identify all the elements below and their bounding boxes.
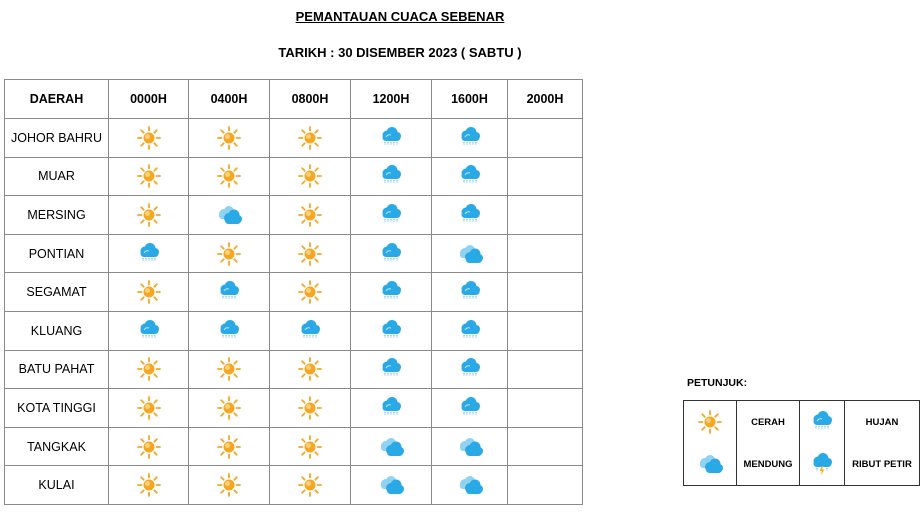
rain-icon: [378, 163, 404, 189]
weather-cell: [109, 311, 189, 350]
rain-icon: [457, 125, 483, 151]
table-row: [5, 350, 583, 389]
weather-cell: [351, 196, 432, 235]
header-1600h: 1600H: [432, 80, 508, 119]
sunny-icon: [136, 434, 162, 460]
rain-icon: [378, 395, 404, 421]
legend-label-mendung: MENDUNG: [737, 443, 800, 486]
weather-cell: [508, 466, 583, 505]
header-0000h: 0000H: [109, 80, 189, 119]
weather-cell: [270, 273, 351, 312]
table-row: [5, 119, 583, 158]
rain-icon: [457, 202, 483, 228]
sunny-icon: [136, 356, 162, 382]
sunny-icon: [136, 202, 162, 228]
rain-icon: [378, 125, 404, 151]
weather-cell: [109, 273, 189, 312]
sunny-icon: [216, 356, 242, 382]
weather-cell: [508, 427, 583, 466]
weather-cell: [189, 389, 270, 428]
rain-icon: [378, 202, 404, 228]
weather-cell: [508, 273, 583, 312]
weather-cell: [109, 119, 189, 158]
weather-cell: [432, 311, 508, 350]
sunny-icon: [136, 395, 162, 421]
rain-icon: [378, 241, 404, 267]
weather-cell: [270, 196, 351, 235]
weather-cell: [432, 157, 508, 196]
table-row: [5, 196, 583, 235]
sunny-icon: [136, 163, 162, 189]
rain-icon: [457, 318, 483, 344]
cloudy-icon: [216, 202, 242, 228]
rain-icon: [216, 279, 242, 305]
area-name: KOTA TINGGI: [5, 389, 109, 428]
weather-cell: [109, 350, 189, 389]
sunny-icon: [216, 241, 242, 267]
area-name: MERSING: [5, 196, 109, 235]
rain-icon: [297, 318, 323, 344]
sunny-icon: [216, 125, 242, 151]
sunny-icon: [297, 125, 323, 151]
area-name: BATU PAHAT: [5, 350, 109, 389]
header-0400h: 0400H: [189, 80, 270, 119]
weather-cell: [508, 350, 583, 389]
rain-icon: [136, 318, 162, 344]
weather-cell: [270, 427, 351, 466]
page-title: PEMANTAUAN CUACA SEBENAR: [295, 9, 505, 24]
legend-title: PETUNJUK:: [687, 377, 748, 389]
rain-icon: [457, 356, 483, 382]
rain-icon: [378, 356, 404, 382]
sunny-icon: [216, 472, 242, 498]
table-row: [5, 157, 583, 196]
weather-cell: [109, 466, 189, 505]
legend-sunny-icon: [697, 409, 723, 435]
cloudy-icon: [457, 241, 483, 267]
table-row: [5, 234, 583, 273]
header-1200h: 1200H: [351, 80, 432, 119]
cloudy-icon: [457, 434, 483, 460]
header-daerah: DAERAH: [5, 80, 109, 119]
weather-cell: [508, 234, 583, 273]
weather-cell: [189, 350, 270, 389]
table-row: [5, 466, 583, 505]
weather-cell: [189, 196, 270, 235]
table-row: [5, 311, 583, 350]
legend-label-hujan: HUJAN: [845, 401, 920, 444]
sunny-icon: [297, 241, 323, 267]
rain-icon: [216, 318, 242, 344]
weather-cell: [351, 157, 432, 196]
table-row: [5, 273, 583, 312]
weather-cell: [432, 350, 508, 389]
weather-cell: [109, 389, 189, 428]
table-row: [5, 389, 583, 428]
sunny-icon: [216, 434, 242, 460]
area-name: KLUANG: [5, 311, 109, 350]
weather-cell: [189, 119, 270, 158]
sunny-icon: [297, 434, 323, 460]
weather-cell: [270, 466, 351, 505]
weather-cell: [432, 273, 508, 312]
weather-cell: [351, 389, 432, 428]
sunny-icon: [297, 202, 323, 228]
weather-cell: [351, 427, 432, 466]
sunny-icon: [297, 395, 323, 421]
weather-cell: [351, 273, 432, 312]
legend-label-ribut-petir: RIBUT PETIR: [845, 443, 920, 486]
weather-cell: [508, 119, 583, 158]
header-0800h: 0800H: [270, 80, 351, 119]
rain-icon: [457, 163, 483, 189]
area-name: PONTIAN: [5, 234, 109, 273]
weather-table: [4, 79, 583, 505]
weather-cell: [432, 389, 508, 428]
rain-icon: [378, 318, 404, 344]
legend-table: [683, 400, 920, 486]
weather-cell: [270, 350, 351, 389]
legend-thunderstorm-icon: [809, 451, 835, 477]
rain-icon: [457, 395, 483, 421]
weather-cell: [189, 157, 270, 196]
table-header-row: [5, 80, 583, 119]
rain-icon: [378, 279, 404, 305]
weather-cell: [508, 389, 583, 428]
sunny-icon: [297, 163, 323, 189]
weather-cell: [432, 196, 508, 235]
weather-cell: [432, 427, 508, 466]
sunny-icon: [216, 395, 242, 421]
sunny-icon: [216, 163, 242, 189]
sunny-icon: [297, 356, 323, 382]
weather-cell: [351, 311, 432, 350]
weather-cell: [189, 466, 270, 505]
sunny-icon: [297, 279, 323, 305]
area-name: TANGKAK: [5, 427, 109, 466]
rain-icon: [136, 241, 162, 267]
weather-cell: [189, 427, 270, 466]
legend-cloudy-icon: [697, 451, 723, 477]
weather-cell: [109, 427, 189, 466]
sunny-icon: [297, 472, 323, 498]
weather-cell: [109, 234, 189, 273]
weather-cell: [432, 119, 508, 158]
area-name: SEGAMAT: [5, 273, 109, 312]
weather-cell: [270, 119, 351, 158]
cloudy-icon: [378, 472, 404, 498]
sunny-icon: [136, 125, 162, 151]
weather-cell: [109, 157, 189, 196]
date-subtitle: TARIKH : 30 DISEMBER 2023 ( SABTU ): [278, 45, 522, 60]
weather-cell: [189, 311, 270, 350]
table-row: [5, 427, 583, 466]
weather-cell: [189, 234, 270, 273]
cloudy-icon: [457, 472, 483, 498]
weather-cell: [351, 119, 432, 158]
cloudy-icon: [378, 434, 404, 460]
weather-cell: [432, 466, 508, 505]
area-name: MUAR: [5, 157, 109, 196]
area-name: KULAI: [5, 466, 109, 505]
weather-cell: [351, 350, 432, 389]
sunny-icon: [136, 279, 162, 305]
weather-cell: [109, 196, 189, 235]
weather-cell: [508, 157, 583, 196]
legend-rain-icon: [809, 409, 835, 435]
legend-label-cerah: CERAH: [737, 401, 800, 444]
weather-cell: [508, 311, 583, 350]
weather-cell: [189, 273, 270, 312]
weather-cell: [351, 466, 432, 505]
weather-cell: [270, 389, 351, 428]
weather-cell: [351, 234, 432, 273]
weather-cell: [270, 234, 351, 273]
table-body: [5, 119, 583, 505]
weather-cell: [270, 157, 351, 196]
weather-cell: [508, 196, 583, 235]
sunny-icon: [136, 472, 162, 498]
weather-cell: [432, 234, 508, 273]
area-name: JOHOR BAHRU: [5, 119, 109, 158]
rain-icon: [457, 279, 483, 305]
weather-cell: [270, 311, 351, 350]
header-2000h: 2000H: [508, 80, 583, 119]
